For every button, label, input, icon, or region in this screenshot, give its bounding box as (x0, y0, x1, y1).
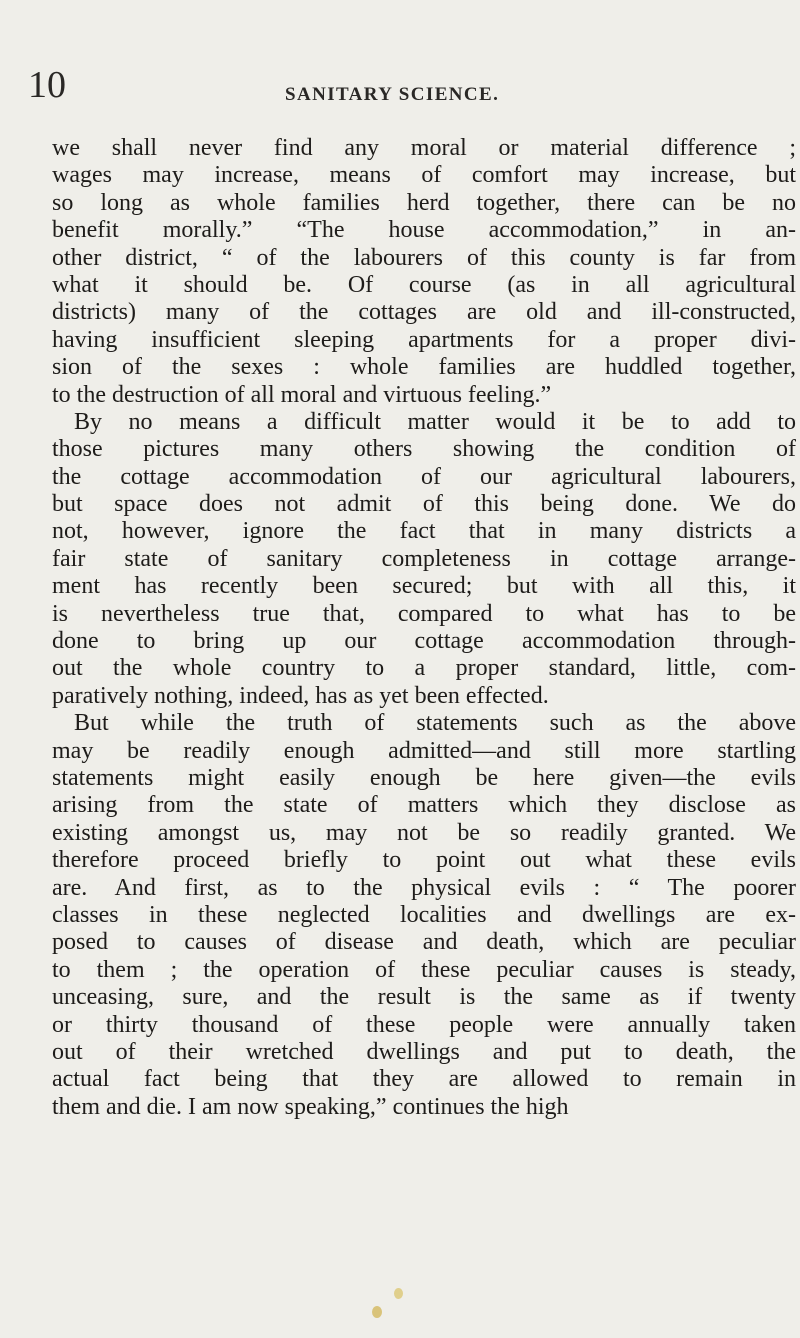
text-line: them and die. I am now speaking,” continues the high (52, 1093, 569, 1120)
text-line: actual fact being that they are allowed to remain in (52, 1066, 796, 1093)
page-number: 10 (28, 64, 66, 106)
text-line: done to bring up our cottage accommodation through- (52, 628, 796, 655)
text-line: having insufficient sleeping apartments for a proper divi- (52, 326, 796, 353)
foxing-spot (372, 1306, 382, 1318)
text-line: out the whole country to a proper standard, little, com- (52, 655, 796, 682)
text-line: those pictures many others showing the condition of (52, 436, 796, 463)
text-line: we shall never find any moral or material difference ; (52, 135, 796, 161)
text-line: or thirty thousand of these people were annually taken (52, 1011, 796, 1038)
text-line: statements might easily enough be here given—the evils (52, 764, 796, 791)
text-line: fair state of sanitary completeness in cottage arrange- (52, 545, 796, 572)
text-line: districts) many of the cottages are old and ill-constructed, (52, 299, 796, 326)
text-line: But while the truth of statements such as the above (74, 710, 796, 737)
text-line: to the destruction of all moral and virtuous feeling.” (52, 381, 552, 408)
text-line: other district, “ of the labourers of this county is far from (52, 244, 796, 271)
text-line: By no means a difficult matter would it be to add to (74, 408, 796, 435)
text-line: wages may increase, means of comfort may increase, but (52, 162, 796, 189)
paragraph (52, 135, 796, 409)
text-line: posed to causes of disease and death, which are peculiar (52, 929, 796, 956)
text-line: paratively nothing, indeed, has as yet been effected. (52, 682, 549, 709)
text-line: the cottage accommodation of our agricultural labourers, (52, 463, 796, 490)
text-line: out of their wretched dwellings and put to death, the (52, 1038, 796, 1065)
text-line: existing amongst us, may not be so readily granted. We (52, 819, 796, 846)
text-line: may be readily enough admitted—and still more startling (52, 737, 796, 764)
text-line: classes in these neglected localities and dwellings are ex- (52, 901, 796, 928)
body-text (52, 135, 796, 1121)
text-line: are. And first, as to the physical evils : “ The poorer (52, 874, 796, 901)
foxing-spot (394, 1288, 403, 1299)
text-line: but space does not admit of this being done. We do (52, 491, 796, 518)
text-line: what it should be. Of course (as in all agricultural (52, 271, 796, 298)
running-head: SANITARY SCIENCE. (285, 84, 500, 105)
text-line: to them ; the operation of these peculiar causes is steady, (52, 956, 796, 983)
paragraph (52, 710, 796, 1121)
text-line: benefit morally.” “The house accommodation,” in an- (52, 217, 796, 244)
text-line: therefore proceed briefly to point out what these evils (52, 847, 796, 874)
text-line: ment has recently been secured; but with all this, it (52, 573, 796, 600)
text-line: so long as whole families herd together, there can be no (52, 189, 796, 216)
text-line: arising from the state of matters which they disclose as (52, 792, 796, 819)
text-line: sion of the sexes : whole families are huddled together, (52, 354, 796, 381)
paragraph (52, 409, 796, 710)
text-line: unceasing, sure, and the result is the same as if twenty (52, 984, 796, 1011)
text-line: not, however, ignore the fact that in many districts a (52, 518, 796, 545)
text-line: is nevertheless true that, compared to what has to be (52, 600, 796, 627)
